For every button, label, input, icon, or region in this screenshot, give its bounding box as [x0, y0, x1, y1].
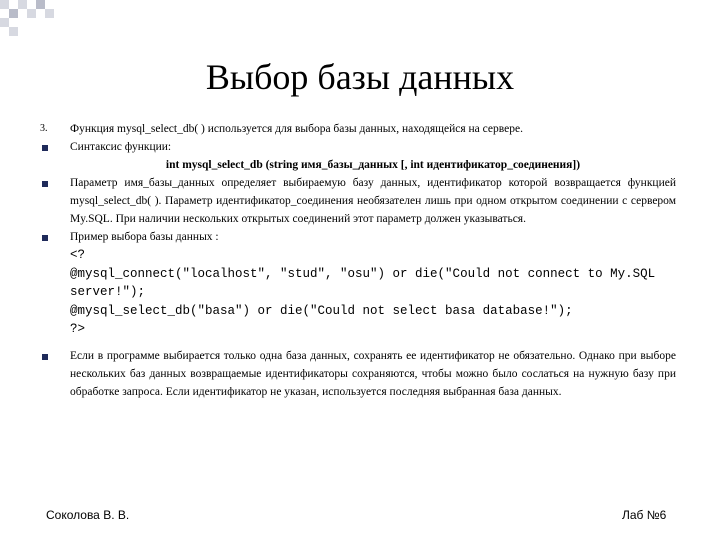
slide-title: Выбор базы данных — [205, 57, 515, 97]
item-text: Параметр имя_базы_данных определяет выбираемую базу данных, идентификатор которой возвращается функцией mysql_select_db( ). Параметр идентификатор_соединения необязателен лишь при одном открытом соединении с сервером My.SQL. При наличии нескольких открытых соединений этот параметр должен указываться. — [70, 177, 676, 225]
square-bullet-icon — [42, 354, 48, 360]
corner-decoration — [0, 0, 60, 42]
code-line: ?> — [70, 322, 86, 336]
list-item — [36, 228, 676, 339]
square-bullet-icon — [42, 235, 48, 241]
code-line: <? — [70, 248, 86, 262]
square-bullet-icon — [42, 181, 48, 187]
item-text: Функция mysql_select_db( ) используется для выбора базы данных, находящейся на сервере. — [70, 123, 523, 135]
code-line: @mysql_connect("localhost", "stud", "osu") or die("Could not connect to My.SQL server!"); — [70, 266, 656, 299]
function-syntax: int mysql_select_db (string имя_базы_данных [, int идентификатор_соединения]) — [165, 159, 581, 171]
square-bullet-icon — [42, 145, 48, 151]
list-item — [36, 120, 676, 138]
code-line: @mysql_select_db("basa") or die("Could not select basa database!"); — [70, 303, 573, 318]
item-text: Если в программе выбирается только одна база данных, сохранять ее идентификатор не обязательно. Однако при выборе нескольких баз данных возвращаемые идентификаторы сохраняются, чтобы можно было сослаться на нужную базу при обработке запроса. Если идентификатор не указан, используется последняя выбранная база данных. — [70, 349, 676, 398]
item-text: Синтаксис функции: — [70, 141, 172, 153]
slide-content — [36, 120, 676, 401]
list-item — [36, 347, 676, 401]
list-item — [36, 138, 676, 174]
item-text: Пример выбора базы данных : — [70, 231, 219, 243]
list-item — [36, 174, 676, 228]
list-number: 3. — [40, 123, 48, 134]
footer-author: Соколова В. В. — [46, 508, 130, 522]
footer-lab-number: Лаб №6 — [622, 508, 667, 522]
